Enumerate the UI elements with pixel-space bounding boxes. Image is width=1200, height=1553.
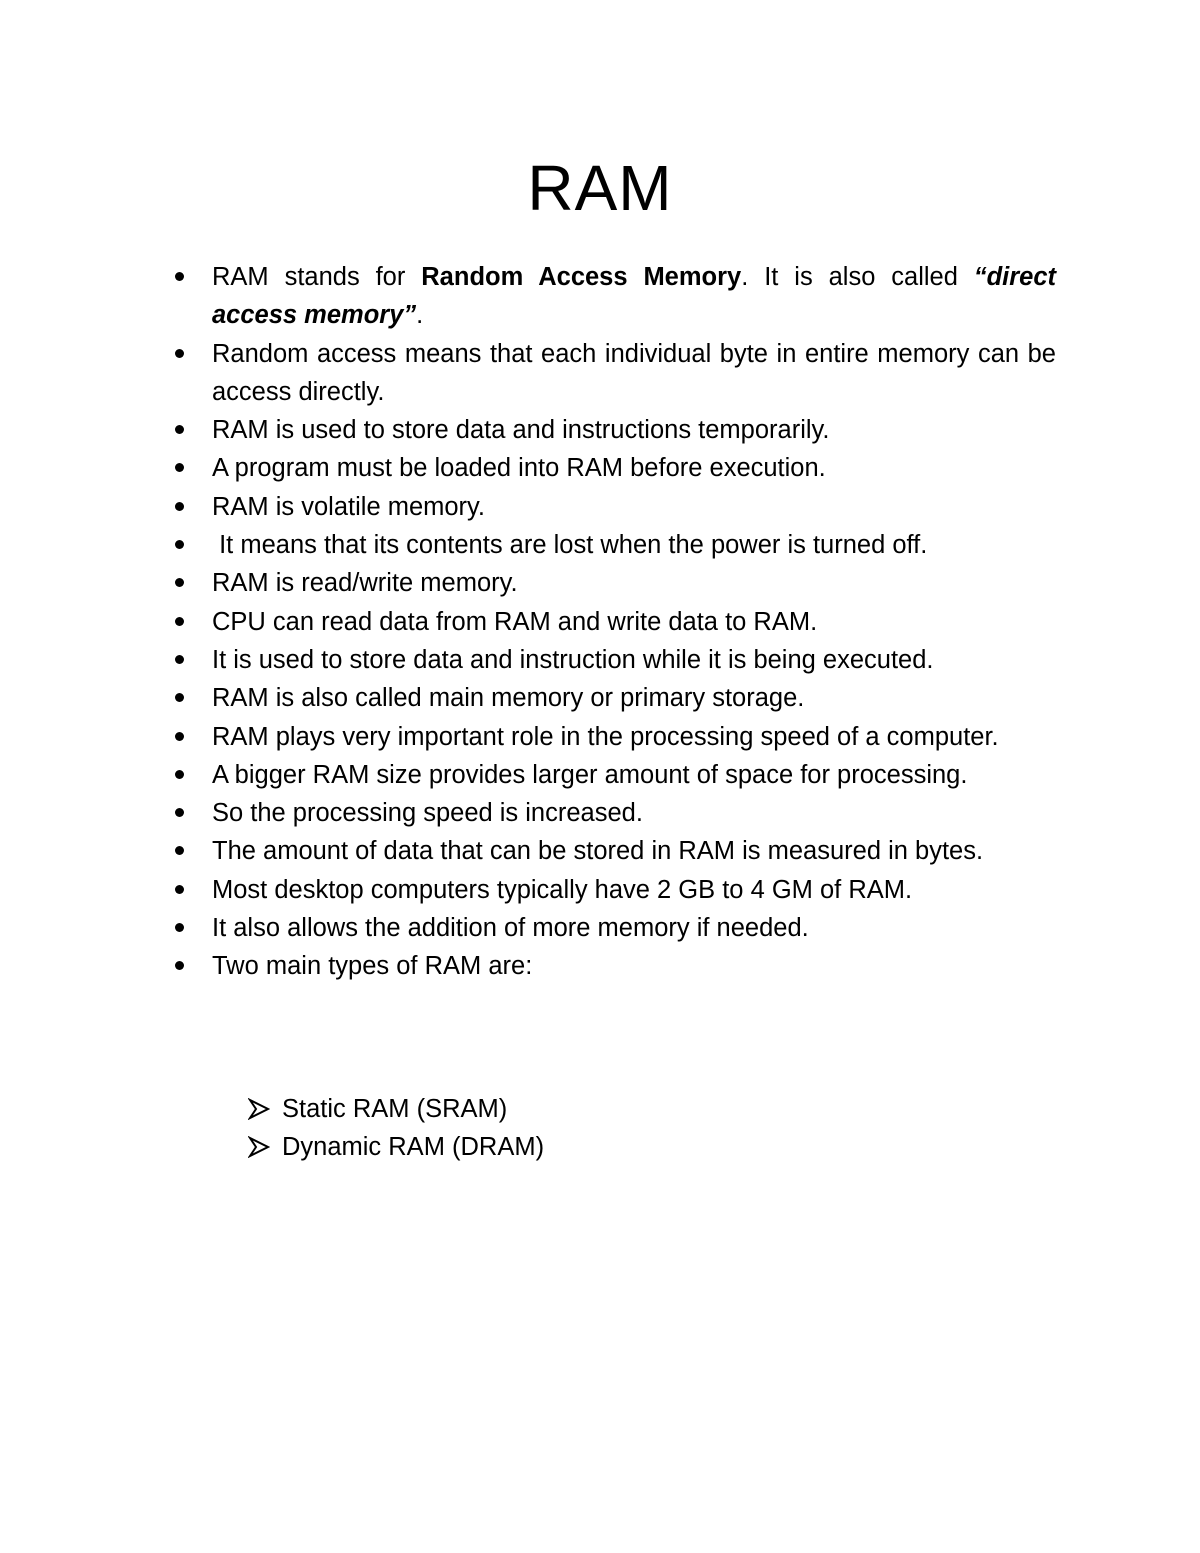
list-item-text: It is used to store data and instruction while it is being executed. <box>212 645 934 674</box>
sub-list-item <box>248 1128 848 1166</box>
list-item <box>170 756 1056 794</box>
list-item-text: RAM is volatile memory. <box>212 492 485 521</box>
bullet-dot-icon <box>175 349 184 358</box>
bold-italic-term: “direct access memory” <box>212 263 1057 330</box>
arrow-bullet-icon <box>248 1098 270 1120</box>
list-item-text: RAM is also called main memory or primary storage. <box>212 684 805 713</box>
list-item-text: It also allows the addition of more memory if needed. <box>212 914 809 943</box>
list-item-text: RAM is used to store data and instructions temporarily. <box>212 416 830 445</box>
list-item-text: CPU can read data from RAM and write data to RAM. <box>212 607 818 636</box>
list-item-text: The amount of data that can be stored in RAM is measured in bytes. <box>212 837 984 866</box>
bullet-dot-icon <box>175 617 184 626</box>
list-item-text: A bigger RAM size provides larger amount of space for processing. <box>212 760 968 789</box>
bullet-dot-icon <box>175 540 184 549</box>
list-item <box>170 564 1056 602</box>
bullet-dot-icon <box>175 732 184 741</box>
list-item-text: Random access means that each individual byte in entire memory can be access directly. <box>212 339 1056 406</box>
bullet-dot-icon <box>175 463 184 472</box>
list-item-text: Most desktop computers typically have 2 GB to 4 GM of RAM. <box>212 875 913 904</box>
text-run: . It is also called <box>741 263 974 291</box>
list-item-text: RAM plays very important role in the processing speed of a computer. <box>212 722 999 751</box>
bullet-dot-icon <box>175 770 184 779</box>
sub-list-item-text: Dynamic RAM (DRAM) <box>282 1133 545 1162</box>
bullet-dot-icon <box>175 502 184 511</box>
bullet-dot-icon <box>175 923 184 932</box>
bullet-dot-icon <box>175 693 184 702</box>
list-item <box>170 641 1056 679</box>
text-run: RAM stands for <box>212 263 422 291</box>
bold-term: Random Access Memory <box>421 263 742 291</box>
bullet-dot-icon <box>175 846 184 855</box>
list-item <box>170 411 1056 449</box>
list-item <box>170 679 1056 717</box>
list-item-text: So the processing speed is increased. <box>212 799 643 828</box>
bullet-dot-icon <box>175 272 184 281</box>
list-item-text: It means that its contents are lost when the power is turned off. <box>212 531 928 560</box>
ram-types-list <box>248 1090 848 1167</box>
list-item-text <box>212 263 1056 329</box>
bullet-dot-icon <box>175 961 184 970</box>
list-item <box>170 449 1056 487</box>
list-item <box>170 488 1056 526</box>
text-run: . <box>416 301 424 330</box>
list-item-text: RAM is read/write memory. <box>212 569 518 598</box>
list-item <box>170 871 1056 909</box>
list-item <box>170 258 1056 335</box>
list-item <box>170 832 1056 870</box>
bullet-dot-icon <box>175 655 184 664</box>
bullet-dot-icon <box>175 808 184 817</box>
page-title: RAM <box>527 152 673 224</box>
bullet-dot-icon <box>175 425 184 434</box>
bullet-dot-icon <box>175 885 184 894</box>
list-item <box>170 526 1056 564</box>
bullet-list <box>170 258 1056 986</box>
list-item <box>170 794 1056 832</box>
list-item <box>170 947 1056 985</box>
sub-list-item <box>248 1090 848 1128</box>
sub-list-item-text: Static RAM (SRAM) <box>282 1095 508 1123</box>
list-item <box>170 335 1056 412</box>
list-item-text: Two main types of RAM are: <box>212 952 533 981</box>
list-item-text: A program must be loaded into RAM before execution. <box>212 454 826 483</box>
bullet-dot-icon <box>175 578 184 587</box>
arrow-bullet-icon <box>248 1136 270 1158</box>
list-item <box>170 909 1056 947</box>
list-item <box>170 603 1056 641</box>
list-item <box>170 718 1056 756</box>
